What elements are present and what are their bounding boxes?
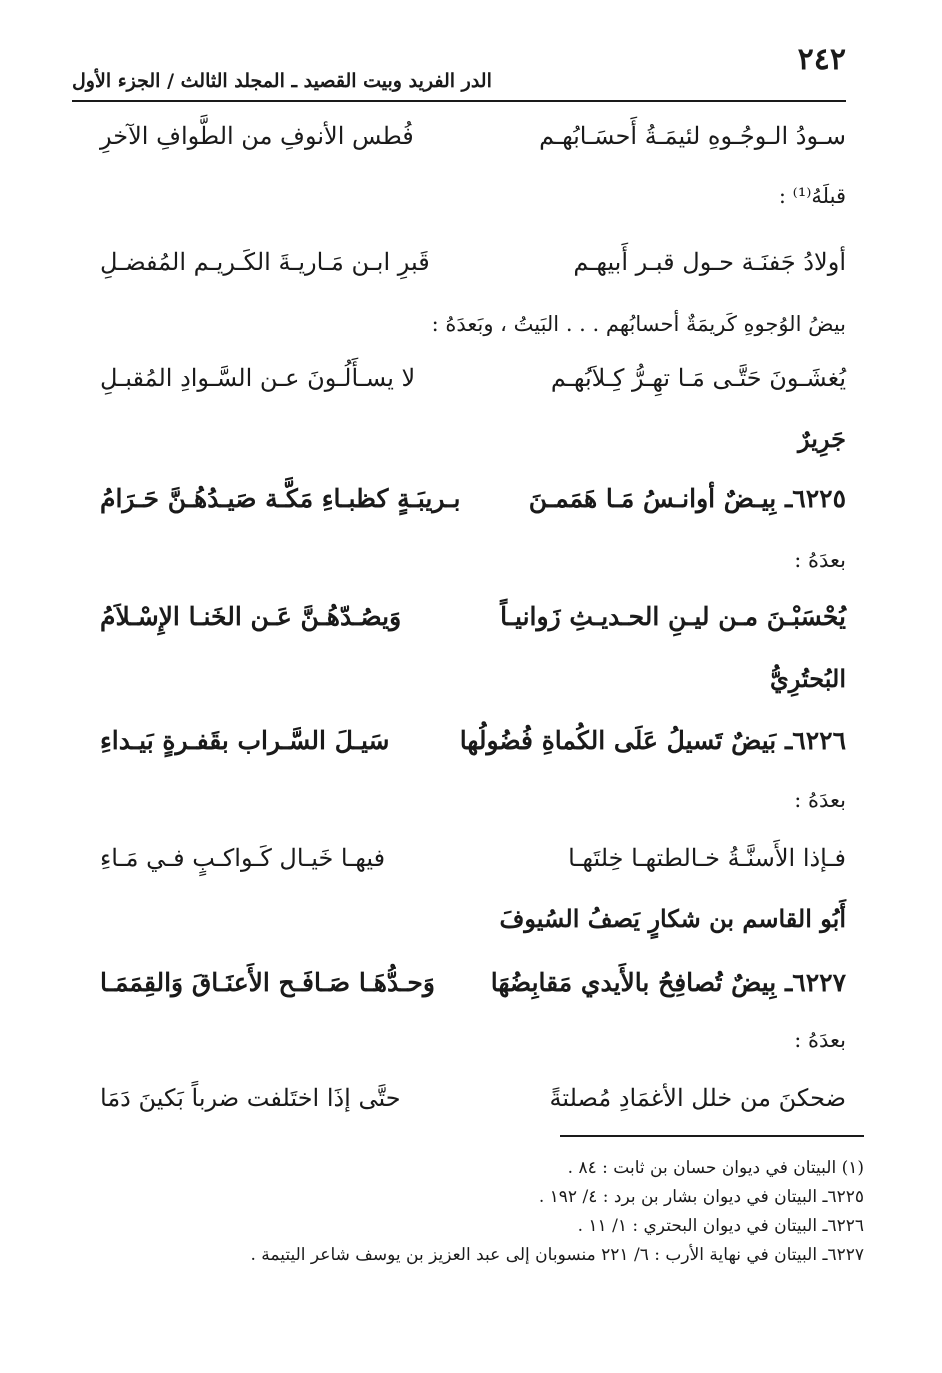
verse-second-hemistich: قَبرِ ابـن مَـاريـةَ الكَـريـم المُفضـلِ — [100, 248, 430, 276]
verse-first-hemistich: ضحكنَ من خلل الأغمَادِ مُصلتةً — [549, 1084, 846, 1112]
verse-second-hemistich: لا يسـأَلُـونَ عـن السَّـوادِ المُقبـلِ — [100, 364, 416, 392]
verse-first-hemistich: ٦٢٢٦ـ بَيضٌ تَسيلُ عَلَى الكُماةِ فُضُولُها — [459, 726, 846, 755]
entry-6227 — [100, 968, 846, 1024]
poet-name: أَبُو القاسم بن شكارٍ يَصفُ السُيوفَ — [499, 904, 846, 933]
verse-first-hemistich: يُغشَـونَ حَتَّـى مَـا تهِـرُّ كِـلاَبُهـم — [550, 364, 846, 392]
verse-line — [100, 844, 846, 900]
verse-second-hemistich: وَيصُـدّهُـنَّ عَـن الخَنـا الإِسْـلاَمُ — [100, 602, 402, 631]
footnote: ٦٢٢٧ـ البيتان في نهاية الأرب : ٦/ ٢٢١ منسوبان إلى عبد العزيز بن يوسف شاعر اليتيمة . — [250, 1245, 864, 1265]
verse-first-hemistich: ٦٢٢٧ـ بِيضٌ تُصافِحُ بالأَيدي مَقابِضُهَا — [490, 968, 846, 997]
prose-line: بيضُ الوُجوهِ كَريمَةٌ أحسابُهم . . . البَيتُ ، وبَعدَهُ : — [431, 312, 846, 336]
verse-second-hemistich: وَحـدُّهَـا صَـافَـح الأَعنَـاقَ وَالقِمَمَـا — [100, 968, 435, 997]
verse-line — [100, 602, 846, 658]
verse-line — [100, 1084, 846, 1140]
verse-first-hemistich: فـإذا الأَسنَّـةُ خـالطتهـا خِلتَهـا — [568, 844, 846, 872]
page-number: ٢٤٢ — [797, 42, 846, 77]
footnote: ٦٢٢٥ـ البيتان في ديوان بشار بن برد : ٤/ ١٩٢ . — [538, 1187, 864, 1207]
footnote: ٦٢٢٦ـ البيتان في ديوان البحتري : ١/ ١١ . — [577, 1216, 864, 1236]
footnote-rule — [560, 1135, 864, 1137]
verse-line — [100, 364, 846, 420]
intro-note: قبلَهُ⁽¹⁾ : — [778, 184, 846, 208]
footnotes — [150, 1158, 864, 1274]
running-title: الدر الفريد وبيت القصيد ـ المجلد الثالث / الجزء الأول — [72, 70, 492, 92]
verse-second-hemistich: فُطس الأنوفِ من الطَّوافِ الآخرِ — [100, 122, 414, 150]
entry-6226 — [100, 726, 846, 782]
verse-first-hemistich: يُحْسَبْـنَ مـن ليـنِ الحـديـثِ زَوانيـاً — [500, 602, 846, 631]
page-header — [72, 42, 846, 96]
verse-second-hemistich: بـريبَـةٍ كظبـاءِ مَكَّـة صَيـدُهُـنَّ حَـرَامُ — [100, 484, 461, 513]
verse-line — [100, 248, 846, 304]
verse-second-hemistich: فيهـا خَيـال كَـواكـبٍ فـي مَـاءِ — [100, 844, 386, 872]
intro-note: بعدَهُ : — [794, 1028, 846, 1052]
verse-line — [100, 122, 846, 178]
entry-6225 — [100, 484, 846, 540]
poet-name: البُحتُرِيُّ — [770, 664, 846, 693]
verse-first-hemistich: أولادُ جَفنَـة حـول قبـر أَبيهـم — [573, 248, 846, 276]
verse-second-hemistich: حتَّى إذَا اختَلفت ضرباً بَكينَ دَمَا — [100, 1084, 401, 1112]
intro-note: بعدَهُ : — [794, 788, 846, 812]
poet-name: جَرِيرٌ — [798, 424, 846, 453]
footnote: (١) البيتان في ديوان حسان بن ثابت : ٨٤ . — [567, 1158, 864, 1178]
verse-first-hemistich: سـودُ الـوجُـوهِ لئيمَـةُ أَحسَـابُهـم — [539, 122, 846, 150]
header-rule — [72, 100, 846, 102]
intro-note: بعدَهُ : — [794, 548, 846, 572]
verse-first-hemistich: ٦٢٢٥ـ بِيـضٌ أوانـسُ مَـا هَمَمـنَ — [528, 484, 846, 513]
verse-second-hemistich: سَيـلَ السَّـراب بقَفـرةٍ بَيـداءِ — [100, 726, 390, 755]
